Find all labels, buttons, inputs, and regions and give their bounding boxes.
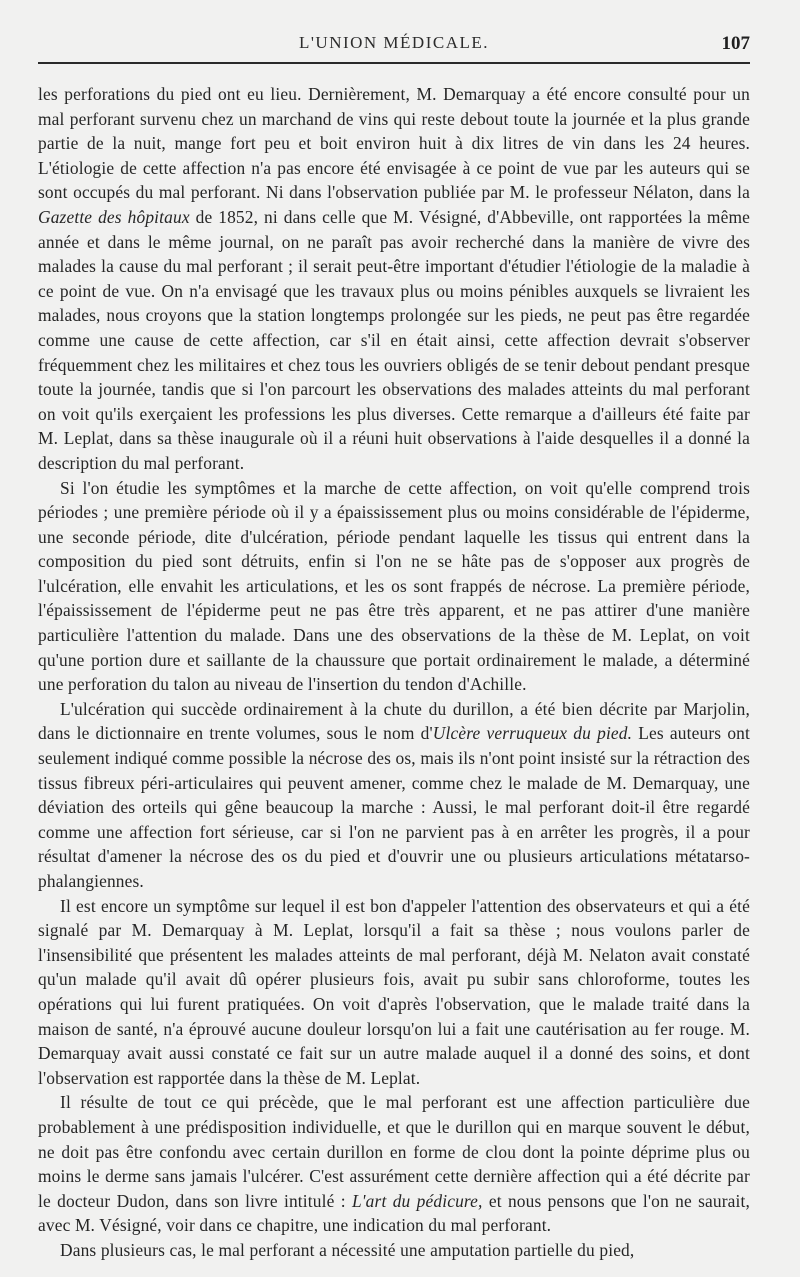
header-rule <box>38 62 750 64</box>
running-title: L'UNION MÉDICALE. <box>298 33 490 52</box>
paragraph-text: les perforations du pied ont eu lieu. Dernièrement, M. Demarquay a été encore consulté pour un mal perforant survenu chez un marchand de vins qui reste debout toute la journée et la plus grande partie de la nuit, mange fort peu et boit environ huit à dix litres de vin dans les 24 heures. L'étiologie de cette affection n'a pas encore été envisagée à ce point de vue par les auteurs qui se sont occupés du mal perforant. Ni dans l'observation publiée par M. le professeur Nélaton, dans la <box>38 84 750 203</box>
paragraph-text: Il est encore un symptôme sur lequel il est bon d'appeler l'attention des observateurs et qui a été signalé par M. Demarquay à M. Leplat, lorsqu'il a fait sa thèse ; nous voulons parler de l'insensibilité que présentent les malades atteints de mal perforant, déjà M. Nelaton avait constaté qu'un malade qu'il avait dû opérer plusieurs fois, avait pu subir sans chloroforme, toutes les opérations qui lui furent pratiquées. On voit d'après l'observation, que le malade traité dans la maison de santé, n'a éprouvé aucune douleur lorsqu'on lui a fait une cautérisation au fer rouge. M. Demarquay avait aussi constaté ce fait sur un autre malade auquel il a donné des soins, et dont l'observation est rapportée dans la thèse de M. Leplat. <box>38 895 750 1088</box>
paragraph <box>38 476 750 697</box>
paragraph <box>38 82 750 476</box>
paragraph <box>38 894 750 1091</box>
paragraph <box>38 1238 750 1263</box>
paragraph-text: Il résulte de tout ce qui précède, que le mal perforant est une affection particulière due probablement à une prédisposition individuelle, et que le durillon qui en marque souvent le début, ne doit pas être confondu avec certain durillon en forme de clou dont la pointe déprime plus ou moins le derme sans jamais l'ulcérer. C'est assurément cette dernière affection qui a été décrite par le docteur Dudon, dans son livre intitulé : <box>38 1092 750 1211</box>
body-text <box>38 82 750 1263</box>
paragraph-text: Si l'on étudie les symptômes et la marche de cette affection, on voit qu'elle comprend trois périodes ; une première période où il y a épaississement plus ou moins considérable de l'épiderme, une seconde période, dite d'ulcération, période pendant laquelle les tissus qui entrent dans la composition du pied sont détruits, enfin si l'on ne se hâte pas de s'opposer aux progrès de l'ulcération, elle envahit les articulations, et les os sont frappés de nécrose. La première période, l'épaississement de l'épiderme peut ne pas être très apparent, et ne pas attirer d'une manière particulière l'attention du malade. Dans une des observations de la thèse de M. Leplat, on voit qu'une portion dure et saillante de la chaussure que portait ordinairement le malade, a déterminé une perforation du talon au niveau de l'insertion du tendon d'Achille. <box>38 477 750 695</box>
paragraph <box>38 1090 750 1238</box>
paragraph-text: et nous pensons que l'on ne saurait, avec M. Vésigné, voir dans ce chapitre, une indication du mal perforant. <box>38 1190 750 1236</box>
journal-title: Gazette des hôpitaux <box>38 206 190 227</box>
page-header <box>38 0 750 64</box>
book-title: L'art du pédicure, <box>351 1190 483 1211</box>
paragraph-text: L'ulcération qui succède ordinairement à la chute du durillon, a été bien décrite par Marjolin, dans le dictionnaire en trente volumes, sous le nom d' <box>38 698 750 744</box>
term-italic: Ulcère verruqueux du pied. <box>432 723 633 744</box>
page-number: 107 <box>721 33 750 54</box>
paragraph-text: de 1852, ni dans celle que M. Vésigné, d'Abbeville, ont rapportées la même année et dans le même journal, on ne paraît pas avoir recherché dans la manière de vivre des malades la cause du mal perforant ; il serait peut-être important d'étudier l'étiologie de la maladie à ce point de vue. On n'a envisagé que les travaux plus ou moins pénibles auxquels se livraient les malades, nous croyons que la station longtemps prolongée sur les pieds, ne peut pas être regardée comme une cause de cette affection, car s'il en était ainsi, cette affection devrait s'observer fréquemment chez les militaires et chez tous les ouvriers obligés de se tenir debout pendant presque toute la journée, tandis que si l'on parcourt les observations des malades atteints du mal perforant on voit qu'ils exerçaient les professions les plus diverses. Cette remarque a d'ailleurs été faite par M. Leplat, dans sa thèse inaugurale où il a réuni huit observations à l'aide desquelles il a donné la description du mal perforant. <box>38 206 751 473</box>
paragraph <box>38 697 750 894</box>
paragraph-text: Dans plusieurs cas, le mal perforant a nécessité une amputation partielle du pied, <box>60 1239 635 1260</box>
paragraph-text: Les auteurs ont seulement indiqué comme possible la nécrose des os, mais ils n'ont point insisté sur la rétraction des tissus fibreux péri-articulaires qui peuvent amener, comme chez le malade de M. Demarquay, une déviation des orteils qui gêne beaucoup la marche : Aussi, le mal perforant doit-il être regardé comme une affection fort sérieuse, car si l'on ne parvient pas à en arrêter les progrès, il a pour résultat d'amener la nécrose des os du pied et d'ouvrir une ou plusieurs articulations métatarso-phalangiennes. <box>38 723 750 891</box>
